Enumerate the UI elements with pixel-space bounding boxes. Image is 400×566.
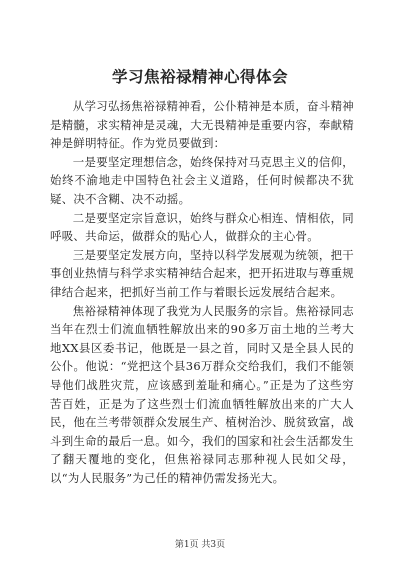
paragraph-point-3: 三是要坚定发展方向，坚持以科学发展观为统领，把干事创业热情与科学求实精神结合起来，把开拓进取与尊重规律结合起来，把抓好当前工作与着眼长远发展结合起来。 — [50, 247, 354, 299]
document-title: 学习焦裕禄精神心得体会 — [111, 67, 288, 86]
paragraph-intro: 从学习弘扬焦裕禄精神看，公仆精神是本质，奋斗精神是精髓，求实精神是灵魂，大无畏精神是重要内容，奉献精神是鲜明特征。作为党员要做到： — [50, 99, 354, 151]
document-body — [50, 97, 354, 487]
paragraph-point-1: 一是要坚定理想信念，始终保持对马克思主义的信仰，始终不渝地走中国特色社会主义道路，任何时候都决不犹疑、决不含糊、决不动摇。 — [50, 154, 354, 206]
page-number-footer: 第1页 共3页 — [174, 540, 226, 550]
paragraph-jiaoyulu: 焦裕禄精神体现了我党为人民服务的宗旨。焦裕禄同志当年在烈士们流血牺牲解放出来的90多万亩土地的兰考大地XX县区委书记，他既是一县之首，同时又是全县人民的公仆。他说：“党把这个县36万群众交给我们，我们不能领导他们战胜灾荒，应该感到羞耻和痛心。”正是为了这些穷苦百姓，正是为了这些烈士们流血牺牲解放出来的广大人民，他在兰考带领群众发展生产、植树治沙、脱贫致富，战斗到生命的最后一息。如今，我们的国家和社会生活都发生了翻天覆地的变化，但焦裕禄同志那种视人民如父母，以“为人民服务”为己任的精神仍需发扬光大。 — [50, 303, 354, 485]
paragraph-point-2: 二是要坚定宗旨意识，始终与群众心相连、情相依，同呼吸、共命运，做群众的贴心人，做群众的主心骨。 — [50, 210, 354, 244]
